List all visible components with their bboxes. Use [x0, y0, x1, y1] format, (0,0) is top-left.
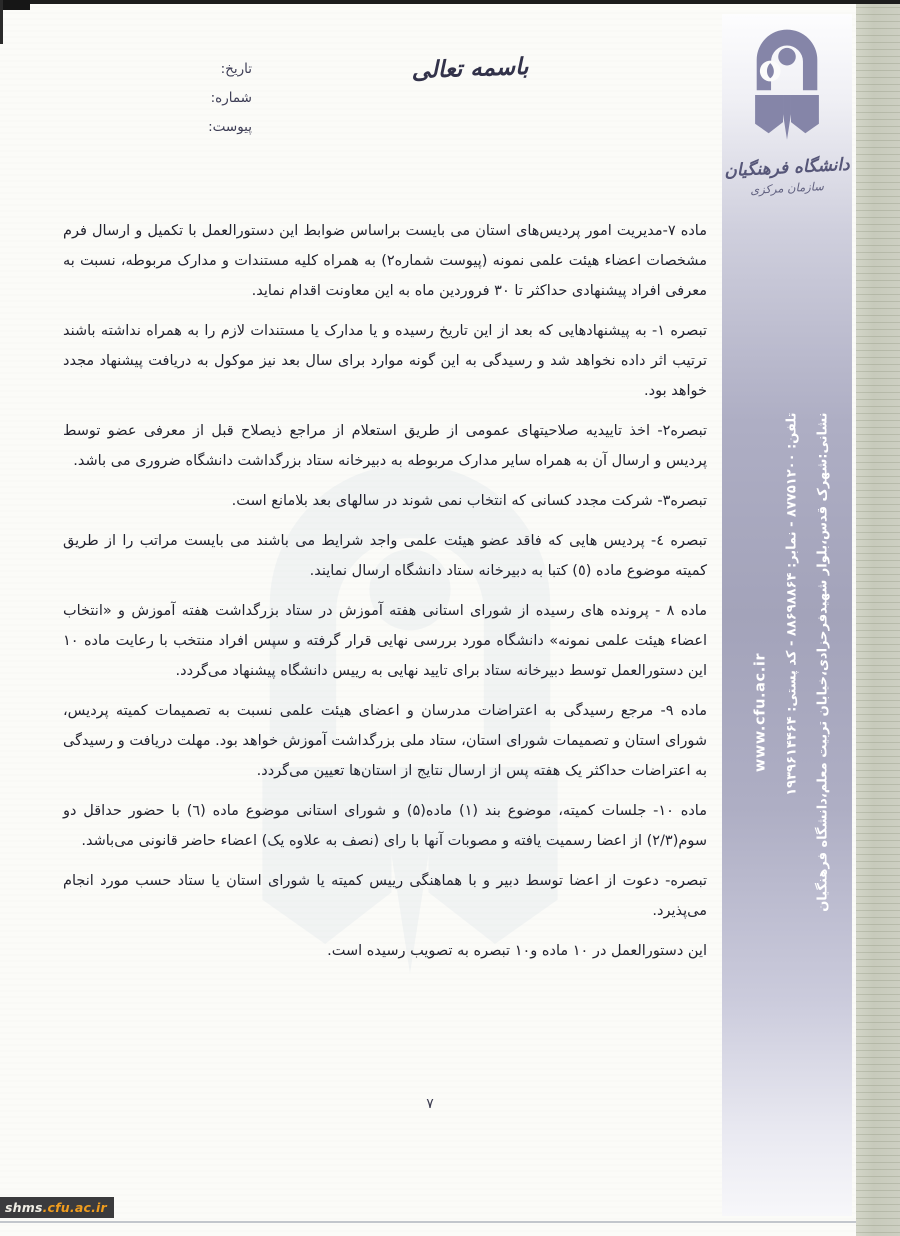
scan-bottom-line	[0, 1221, 856, 1223]
contact-line: تلفن: ۸۷۷۵۱۲۰۰ - نمابر: ۸۸۶۹۸۸۶۴ - کد پستی: ۱۹۳۹۶۱۴۴۶۴	[784, 412, 800, 796]
number-label: شماره:	[210, 90, 252, 106]
footer-site-suffix: .cfu.ac.ir	[42, 1200, 107, 1215]
scan-edge-strip	[856, 0, 900, 1236]
address-line: نشانی:شهرک قدس،بلوار شهیدفرحزادی،خیابان تربیت معلم،دانشگاه فرهنگیان	[815, 412, 831, 912]
paragraph-tabsare-4: تبصره ٤- پردیس هایی که فاقد عضو هیئت علمی واجد شرایط می باشند می بایست مراتب را از طریق کمیته موضوع ماده (٥) کتبا به دبیرخانه ستاد دانشگاه ارسال نمایند.	[63, 533, 707, 579]
document-body	[63, 216, 707, 976]
paragraph-tabsare-1: تبصره ۱- به پیشنهادهایی که بعد از این تاریخ رسیده و یا مدارک یا مستندات لازم را به همراه نداشته باشند ترتیب اثر داده نخواهد شد و رسیدگی به این گونه موارد برای سال بعد نیز موکول به دریافت پیشنهاد مجدد خواهد بود.	[63, 323, 707, 399]
paragraph-made-10: ماده ۱۰- جلسات کمیته، موضوع بند (۱) ماده(۵) و شورای استانی موضوع ماده (٦) با حضور حداقل دو سوم(۲/۳) از اعضا رسمیت یافته و مصوبات آنها با رای (نصف به علاوه یک) اعضاء حاضر قانونی می‌باشد.	[63, 803, 707, 849]
organization-name: سازمان مرکزی	[749, 179, 825, 197]
footer-site-badge	[0, 1197, 114, 1218]
attachment-label: پیوست:	[208, 119, 252, 135]
university-name: دانشگاه فرهنگیان	[723, 154, 851, 182]
website-url: www.cfu.ac.ir	[752, 652, 769, 773]
reference-fields	[148, 60, 252, 147]
date-label: تاریخ:	[220, 61, 252, 77]
paragraph-tabsare-final: تبصره- دعوت از اعضا توسط دبیر و با هماهنگی رییس کمیته یا شورای استان یا ستاد حسب مورد انجام می‌پذیرد.	[63, 873, 707, 919]
bismillah-text: باسمه تعالی	[411, 53, 529, 85]
page-number: ۷	[426, 1096, 434, 1112]
paragraph-tabsare-2: تبصره۲- اخذ تاییدیه صلاحیتهای عمومی از طریق استعلام از مراجع ذیصلاح قبل از معرفی عضو توسط پردیس و ارسال آن به همراه سایر مدارک مربوطه به دبیرخانه ستاد بزرگداشت دانشگاه ضروری می باشد.	[63, 423, 707, 469]
paragraph-made-7: ماده ۷-مدیریت امور پردیس‌های استان می بایست براساس ضوابط این دستورالعمل با تکمیل و ارسال فرم مشخصات اعضاء هیئت علمی نمونه (پیوست شماره۲) به همراه کلیه مستندات و مدارک مربوطه، نسبت به معرفی افراد پیشنهادی حداکثر تا ۳۰ فروردین ماه به این معاونت اقدام نماید.	[63, 223, 707, 299]
scan-left-edge-mark	[0, 0, 3, 44]
scan-corner-mark	[0, 0, 30, 10]
scan-top-border	[0, 0, 900, 4]
paragraph-made-9: ماده ۹- مرجع رسیدگی به اعتراضات مدرسان و اعضای هیئت علمی نسبت به تصمیمات کمیته پردیس، شورای استان و تصمیمات شورای استان، ستاد ملی بزرگداشت آموزش خواهد بود. مهلت دریافت و رسیدگی به اعتراضات حداکثر یک هفته پس از ارسال نتایج از استان‌ها تعیین می‌گردد.	[63, 703, 707, 779]
university-emblem-icon	[722, 20, 852, 154]
footer-site-prefix: shms	[5, 1200, 43, 1215]
paragraph-tabsare-3: تبصره۳- شرکت مجدد کسانی که انتخاب نمی شوند در سالهای بعد بلامانع است.	[231, 493, 707, 509]
banner-rotated-text	[746, 413, 839, 1013]
paragraph-made-8: ماده ۸ - پرونده های رسیده از شورای استانی هفته آموزش در ستاد بزرگداشت هفته آموزش و «انتخاب اعضاء هیئت علمی نمونه» دانشگاه مورد بررسی نهایی قرار گرفته و سپس افراد منتخب با رعایت ماده ۱۰ این دستورالعمل توسط دبیرخانه ستاد برای تایید نهایی به رییس دانشگاه پیشنهاد می‌گردد.	[63, 603, 707, 679]
university-logo	[722, 20, 852, 195]
paragraph-closing: این دستورالعمل در ۱۰ ماده و۱۰ تبصره به تصویب رسیده است.	[327, 943, 707, 959]
